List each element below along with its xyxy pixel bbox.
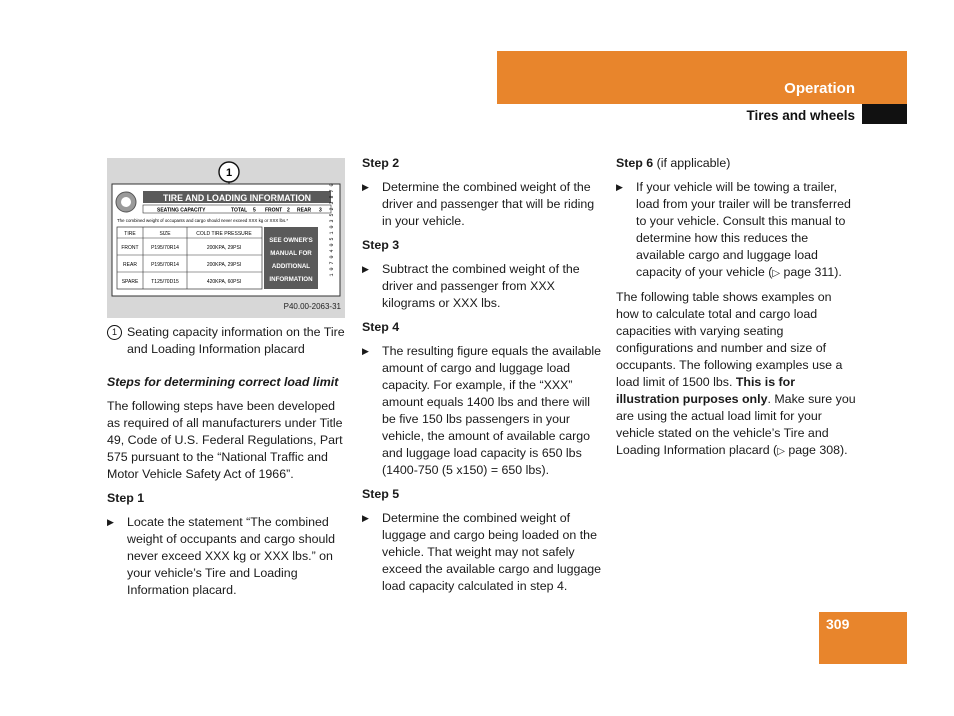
column-1: [107, 158, 347, 606]
para-text-a: The following table shows examples on how to calculate total and cargo load capacities with varying seating configurations and number and size of occupants. The following examples use a load limit of 1500 lbs.: [616, 290, 843, 389]
step-4-text: The resulting figure equals the available amount of cargo and luggage load capacity. For example, if the “XXX” amount equals 1400 lbs and there will be five 150 lbs passengers in your vehicle, the amount of available cargo and luggage load capacity is 650 lbs (1400-750 (5 x150) = 650 lbs).: [382, 344, 602, 477]
step-5-bullet: [362, 510, 602, 595]
row-front-size: P195/70R14: [151, 245, 179, 251]
para-text-b: . Make sure you are using the actual load limit for your vehicle stated on the vehicle’s Tire and Loading Information placard (: [616, 392, 856, 457]
see-owners-line-3: ADDITIONAL: [271, 263, 311, 270]
row-rear-pressure: 200KPA, 29PSI: [206, 262, 242, 268]
figure-reference: P40.00-2063-31: [283, 302, 341, 311]
side-code: 1 0 7 0 4 0 5 1 0 3 5 2 3 8 7 0: [329, 183, 335, 277]
seating-capacity-label: SEATING CAPACITY: [157, 207, 206, 214]
step-2-label: Step 2: [362, 156, 400, 170]
column-2: [362, 155, 602, 602]
step-1-label: Step 1: [107, 491, 145, 505]
caption-number: 1: [107, 325, 122, 340]
bullet-arrow-icon: ▶: [362, 346, 369, 356]
see-owners-line-1: SEE OWNER'S: [269, 237, 313, 244]
step-1-text: Locate the statement “The combined weight of occupants and cargo should never exceed XXX kg or XXX lbs.” on your vehicle’s Tire and Loading Information placard.: [127, 515, 336, 597]
caption-text: Seating capacity information on the Tire and Loading Information placard: [127, 325, 345, 356]
bullet-arrow-icon: ▶: [362, 513, 369, 523]
bullet-arrow-icon: ▶: [362, 182, 369, 192]
section-title: Operation: [784, 80, 855, 97]
total-value: 5: [253, 207, 256, 214]
step-6-label: Step 6: [616, 156, 654, 170]
step-3-bullet: [362, 261, 602, 312]
step-2-bullet: [362, 179, 602, 230]
step-6-heading: [616, 155, 856, 172]
row-rear-tire: REAR: [123, 262, 137, 268]
row-front-pressure: 200KPA, 29PSI: [206, 245, 242, 251]
rear-label: REAR: [297, 207, 312, 214]
page-number: 309: [826, 616, 850, 632]
steps-heading: Steps for determining correct load limit: [107, 375, 339, 389]
step-6-suffix: (if applicable): [656, 156, 731, 170]
step-6-text-a: If your vehicle will be towing a trailer, load from your trailer will be transferred to your vehicle. Consult this manual to determine how this reduces the available cargo and luggage load capacity of your vehicle (: [636, 180, 851, 279]
step-1-bullet: [107, 514, 347, 599]
page-ref-arrow-icon: ▷: [772, 268, 781, 279]
weight-statement: The combined weight of occupants and cargo should never exceed XXX kg or XXX lbs.*: [117, 218, 289, 223]
step-2-text: Determine the combined weight of the driver and passenger that will be riding in your vehicle.: [382, 180, 595, 228]
intro-paragraph: The following steps have been developed as required of all manufacturers under Title 49, Code of U.S. Federal Regulations, Part 575 pursuant to the “National Traffic and Motor Vehicle Safety Act of 1966”.: [107, 399, 343, 481]
row-spare-size: T125/70D15: [151, 279, 179, 285]
row-rear-size: P195/70R14: [151, 262, 179, 268]
step-3-label: Step 3: [362, 238, 400, 252]
step-6-bullet: [616, 179, 856, 282]
page-number-box: [819, 612, 907, 664]
step-4-bullet: [362, 343, 602, 479]
figure-caption: [107, 324, 347, 358]
step-5-label: Step 5: [362, 487, 400, 501]
total-label: TOTAL: [231, 207, 248, 214]
rear-value: 3: [319, 207, 322, 214]
step-3-text: Subtract the combined weight of the driver and passenger from XXX kilograms or XXX lbs.: [382, 262, 580, 310]
para-bold: This is for illustration purposes only: [616, 375, 796, 406]
row-front-tire: FRONT: [121, 245, 139, 251]
bullet-arrow-icon: ▶: [107, 517, 114, 527]
placard-title: TIRE AND LOADING INFORMATION: [162, 193, 312, 203]
step-5-text: Determine the combined weight of luggage and cargo being loaded on the vehicle. That weight may not safely exceed the available cargo and luggage load capacity calculated in step 4.: [382, 511, 602, 593]
placard-illustration: [107, 158, 345, 318]
th-pressure: COLD TIRE PRESSURE: [196, 231, 252, 237]
para-text-c[interactable]: page 308).: [784, 443, 848, 457]
column-3: [616, 155, 856, 467]
callout-number: 1: [225, 167, 233, 179]
step-4-label: Step 4: [362, 320, 400, 334]
bullet-arrow-icon: ▶: [362, 264, 369, 274]
row-spare-tire: SPARE: [121, 279, 139, 285]
th-tire: TIRE: [124, 231, 136, 237]
page-ref-arrow-icon: ▷: [777, 446, 785, 457]
see-owners-line-2: MANUAL FOR: [270, 250, 312, 257]
step-6-text-b[interactable]: page 311).: [780, 265, 842, 279]
tire-icon-hub: [121, 197, 131, 207]
bullet-arrow-icon: ▶: [616, 182, 623, 192]
th-size: SIZE: [159, 231, 171, 237]
row-spare-pressure: 420KPA, 60PSI: [206, 279, 242, 285]
front-value: 2: [287, 207, 290, 214]
table-intro-paragraph: [616, 289, 856, 460]
subsection-title: Tires and wheels: [746, 108, 855, 123]
header-marker: [862, 104, 907, 124]
front-label: FRONT: [265, 207, 283, 214]
placard-figure: [107, 158, 345, 318]
see-owners-line-4: INFORMATION: [269, 276, 313, 283]
